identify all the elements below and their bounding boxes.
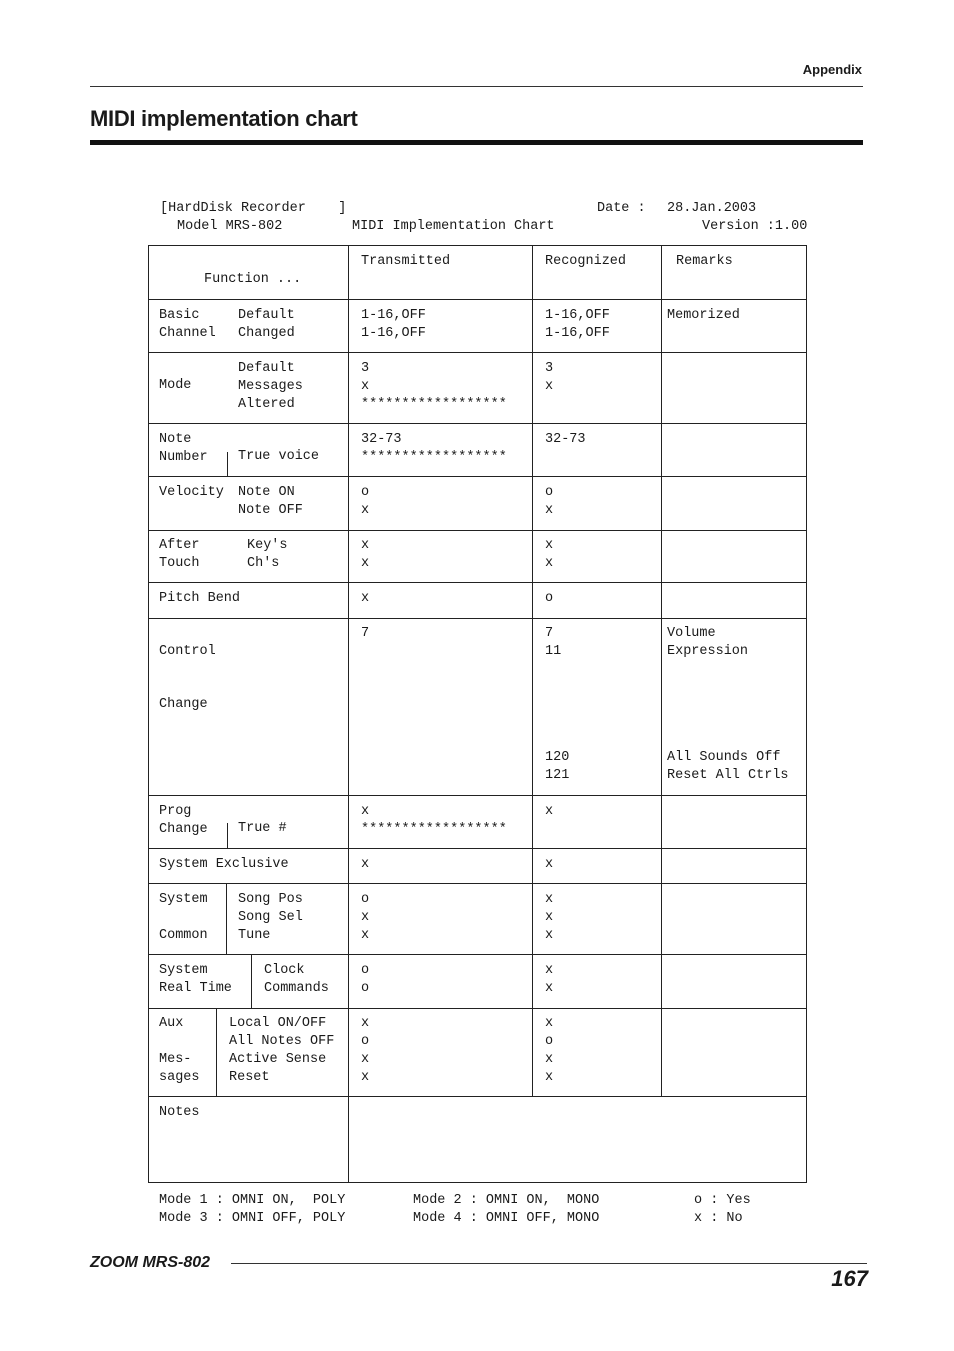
prog-change-recognized: x: [545, 804, 554, 819]
legend-mode3: Mode 3 : OMNI OFF, POLY: [159, 1211, 346, 1226]
velocity-transmitted: o x: [361, 485, 370, 518]
row-divider: [149, 954, 807, 955]
aux-messages-sub: Local ON/OFF All Notes OFF Active Sense Reset: [229, 1016, 335, 1085]
row-divider: [149, 1008, 807, 1009]
system-real-time-recognized: x x: [545, 963, 554, 996]
system-common-label-2: Common: [159, 928, 208, 943]
row-divider: [149, 530, 807, 531]
device-name: [HardDisk Recorder ]: [160, 201, 347, 216]
legend-yes: o : Yes: [694, 1193, 751, 1208]
system-common-sub: Song Pos Song Sel Tune: [238, 892, 303, 943]
control-change-recognized: 7 11: [545, 626, 562, 659]
mode-recognized: 3 x: [545, 361, 554, 394]
velocity-label: Velocity: [159, 485, 224, 500]
column-divider: [661, 246, 662, 1096]
legend-mode4: Mode 4 : OMNI OFF, MONO: [413, 1211, 600, 1226]
row-divider: [149, 352, 807, 353]
header-transmitted: Transmitted: [361, 254, 451, 269]
model-name: Model MRS-802: [177, 219, 283, 234]
legend-mode2: Mode 2 : OMNI ON, MONO: [413, 1193, 600, 1208]
header-function: Function ...: [204, 272, 302, 287]
system-common-label: System: [159, 892, 208, 907]
legend-no: x : No: [694, 1211, 743, 1226]
note-number-label: Note Number: [159, 432, 208, 465]
version: Version :1.00: [702, 219, 808, 234]
control-change-remarks-2: All Sounds Off Reset All Ctrls: [667, 750, 789, 783]
system-common-recognized: x x x: [545, 892, 554, 943]
row-divider: [149, 476, 807, 477]
control-change-label-2: Change: [159, 697, 208, 712]
control-change-remarks: Volume Expression: [667, 626, 749, 659]
after-touch-recognized: x x: [545, 538, 554, 571]
note-number-transmitted: 32-73 ******************: [361, 432, 507, 465]
notes-label: Notes: [159, 1105, 200, 1120]
sub-divider: [251, 954, 252, 1008]
control-change-recognized-2: 120 121: [545, 750, 570, 783]
after-touch-transmitted: x x: [361, 538, 370, 571]
sub-divider: [227, 823, 228, 848]
after-touch-label: After Touch: [159, 538, 200, 571]
prog-change-label: Prog Change: [159, 804, 208, 837]
basic-channel-recognized: 1-16,OFF 1-16,OFF: [545, 308, 610, 341]
mode-label: Mode: [159, 378, 192, 393]
system-exclusive-label: System Exclusive: [159, 857, 289, 872]
row-divider: [149, 299, 807, 300]
aux-messages-transmitted: x o x x: [361, 1016, 370, 1085]
sub-divider: [226, 883, 227, 954]
system-exclusive-transmitted: x: [361, 857, 370, 872]
column-divider: [348, 246, 349, 1183]
velocity-recognized: o x: [545, 485, 554, 518]
chart-date: 28.Jan.2003: [667, 201, 757, 216]
basic-channel-label: Basic Channel: [159, 308, 216, 341]
row-divider: [149, 423, 807, 424]
page-title: MIDI implementation chart: [90, 106, 358, 131]
row-divider: [149, 883, 807, 884]
system-common-transmitted: o x x: [361, 892, 370, 943]
row-divider: [149, 848, 807, 849]
note-number-recognized: 32-73: [545, 432, 586, 447]
aux-messages-label-2: Mes- sages: [159, 1052, 200, 1085]
date-label: Date :: [597, 201, 646, 216]
row-divider: [149, 795, 807, 796]
header-remarks: Remarks: [676, 254, 733, 269]
footer-rule: [231, 1263, 867, 1264]
header-rule: [90, 86, 863, 87]
basic-channel-remarks: Memorized: [667, 308, 740, 323]
pitch-bend-label: Pitch Bend: [159, 591, 241, 606]
footer-brand: ZOOM MRS-802: [90, 1254, 211, 1271]
control-change-transmitted: 7: [361, 626, 370, 641]
column-divider: [532, 246, 533, 1096]
prog-change-sub: True #: [238, 821, 287, 836]
after-touch-sub: Key's Ch's: [247, 538, 288, 571]
section-label: Appendix: [802, 62, 862, 77]
row-divider: [149, 1096, 807, 1097]
mode-transmitted: 3 x ******************: [361, 361, 507, 412]
chart-title: MIDI Implementation Chart: [352, 219, 555, 234]
pitch-bend-recognized: o: [545, 591, 554, 606]
aux-messages-recognized: x o x x: [545, 1016, 554, 1085]
control-change-label: Control: [159, 644, 216, 659]
page-number: 167: [831, 1266, 868, 1291]
title-rule: [90, 140, 863, 145]
sub-divider: [216, 1008, 217, 1096]
system-real-time-sub: Clock Commands: [264, 963, 329, 996]
row-divider: [149, 618, 807, 619]
aux-messages-label: Aux: [159, 1016, 184, 1031]
prog-change-transmitted: x ******************: [361, 804, 507, 837]
system-exclusive-recognized: x: [545, 857, 554, 872]
row-divider: [149, 582, 807, 583]
mode-sub: Default Messages Altered: [238, 361, 303, 412]
basic-channel-sub: Default Changed: [238, 308, 295, 341]
basic-channel-transmitted: 1-16,OFF 1-16,OFF: [361, 308, 426, 341]
legend-mode1: Mode 1 : OMNI ON, POLY: [159, 1193, 346, 1208]
velocity-sub: Note ON Note OFF: [238, 485, 303, 518]
note-number-sub: True voice: [238, 449, 320, 464]
pitch-bend-transmitted: x: [361, 591, 370, 606]
header-recognized: Recognized: [545, 254, 627, 269]
system-real-time-transmitted: o o: [361, 963, 370, 996]
sub-divider: [227, 452, 228, 476]
system-real-time-label: System Real Time: [159, 963, 232, 996]
